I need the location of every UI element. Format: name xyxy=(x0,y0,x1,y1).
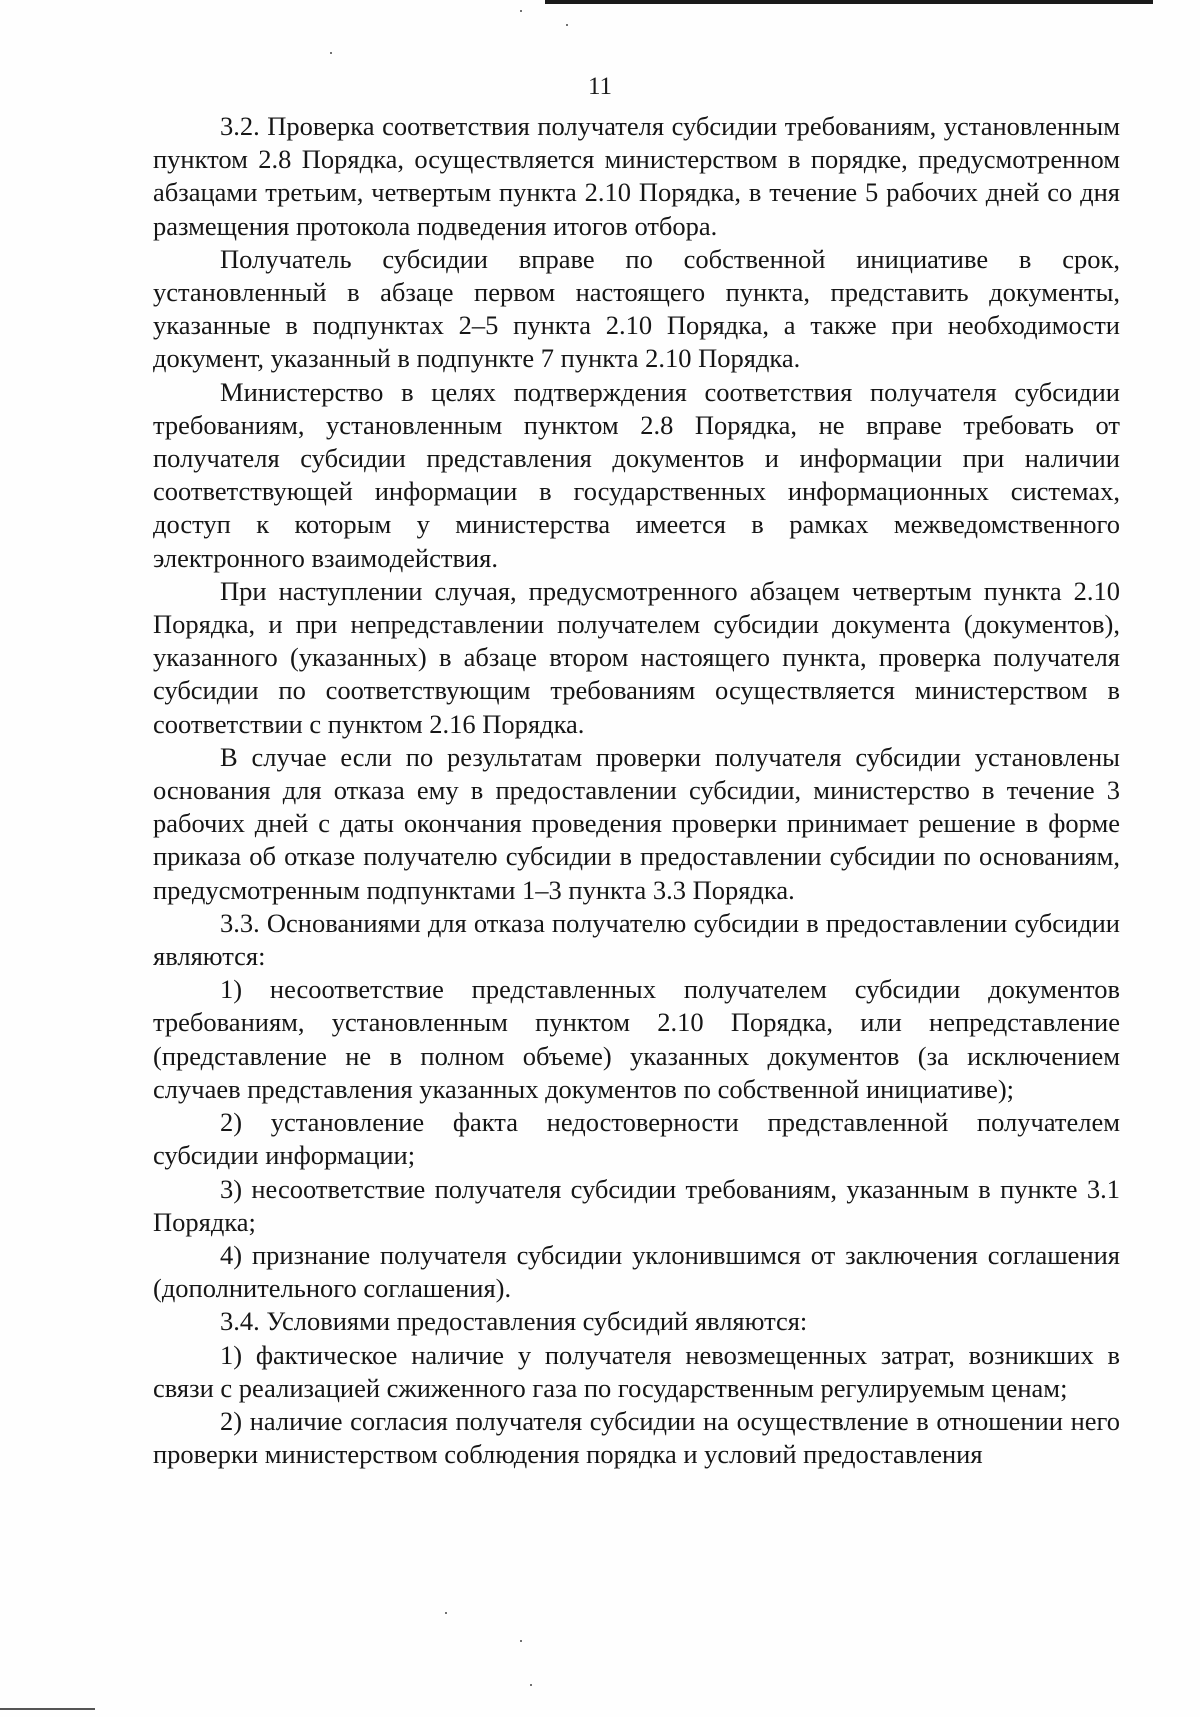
paragraph-non-submission: При наступлении случая, предусмотренного абзацем четвертым пункта 2.10 Порядка, и при непредставлении получателем субсидии документа (документов), указанного (указанных) в абзаце втором настоящего пункта, проверка получателя субсидии по соответствующим требованиям осуществляется министерством в соответствии с пунктом 2.16 Порядка. xyxy=(153,575,1120,739)
paragraph-3-2: 3.2. Проверка соответствия получателя субсидии требованиям, установленным пунктом 2.8 Порядка, осуществляется министерством в порядке, предусмотренном абзацами третьим, четвертым пункта 2.10 Порядка, в течение 5 рабочих дней со дня размещения протокола подведения итогов отбора. xyxy=(153,111,1120,241)
paragraph-3-4: 3.4. Условиями предоставления субсидий являются: xyxy=(220,1306,808,1337)
scan-speck xyxy=(520,1640,522,1642)
scan-speck xyxy=(330,52,332,54)
scan-speck xyxy=(520,10,522,12)
scan-speck xyxy=(530,1684,532,1686)
scan-speck xyxy=(566,24,568,26)
document-body xyxy=(153,110,1120,1471)
paragraph-recipient-initiative: Получатель субсидии вправе по собственной инициативе в срок, установленный в абзаце первом настоящего пункта, представить документы, указанные в подпунктах 2–5 пункта 2.10 Порядка, а также при необходимости документ, указанный в подпункте 7 пункта 2.10 Порядка. xyxy=(153,243,1120,374)
scan-speck xyxy=(445,1612,447,1614)
paragraph-refusal-decision: В случае если по результатам проверки получателя субсидии установлены основания для отказа ему в предоставлении субсидии, министерство в течение 3 рабочих дней с даты окончания проведения проверки принимает решение в форме приказа об отказе получателю субсидии в предоставлении субсидии по основаниям, предусмотренным подпунктами 1–3 пункта 3.3 Порядка. xyxy=(153,741,1120,905)
list-item-3-3-3: 3) несоответствие получателя субсидии требованиям, указанным в пункте 3.1 Порядка; xyxy=(153,1173,1120,1237)
list-item-3-3-4: 4) признание получателя субсидии уклонившимся от заключения соглашения (дополнительного соглашения). xyxy=(153,1239,1120,1304)
paragraph-3-3: 3.3. Основаниями для отказа получателю субсидии в предоставлении субсидии являются: xyxy=(153,907,1120,972)
list-item-3-3-1: 1) несоответствие представленных получателем субсидии документов требованиям, установленным пунктом 2.10 Порядка, или непредставление (представление не в полном объеме) указанных документов (за исключением случаев представления указанных документов по собственной инициативе); xyxy=(153,974,1120,1104)
bottom-border-line xyxy=(0,1708,95,1710)
paragraph-ministry-verification: Министерство в целях подтверждения соответствия получателя субсидии требованиям, установленным пунктом 2.8 Порядка, не вправе требовать от получателя субсидии представления документов и информации при наличии соответствующей информации в государственных информационных системах, доступ к которым у министерства имеется в рамках межведомственного электронного взаимодействия. xyxy=(153,376,1120,573)
list-item-3-4-1: 1) фактическое наличие у получателя невозмещенных затрат, возникших в связи с реализацией сжиженного газа по государственным регулируемым ценам; xyxy=(153,1339,1120,1403)
page-number: 11 xyxy=(587,73,613,100)
top-border-line xyxy=(545,0,1153,4)
list-item-3-4-2: 2) наличие согласия получателя субсидии на осуществление в отношении него проверки министерством соблюдения порядка и условий предоставления xyxy=(153,1405,1120,1470)
list-item-3-3-2: 2) установление факта недостоверности представленной получателем субсидии информации; xyxy=(153,1107,1120,1171)
